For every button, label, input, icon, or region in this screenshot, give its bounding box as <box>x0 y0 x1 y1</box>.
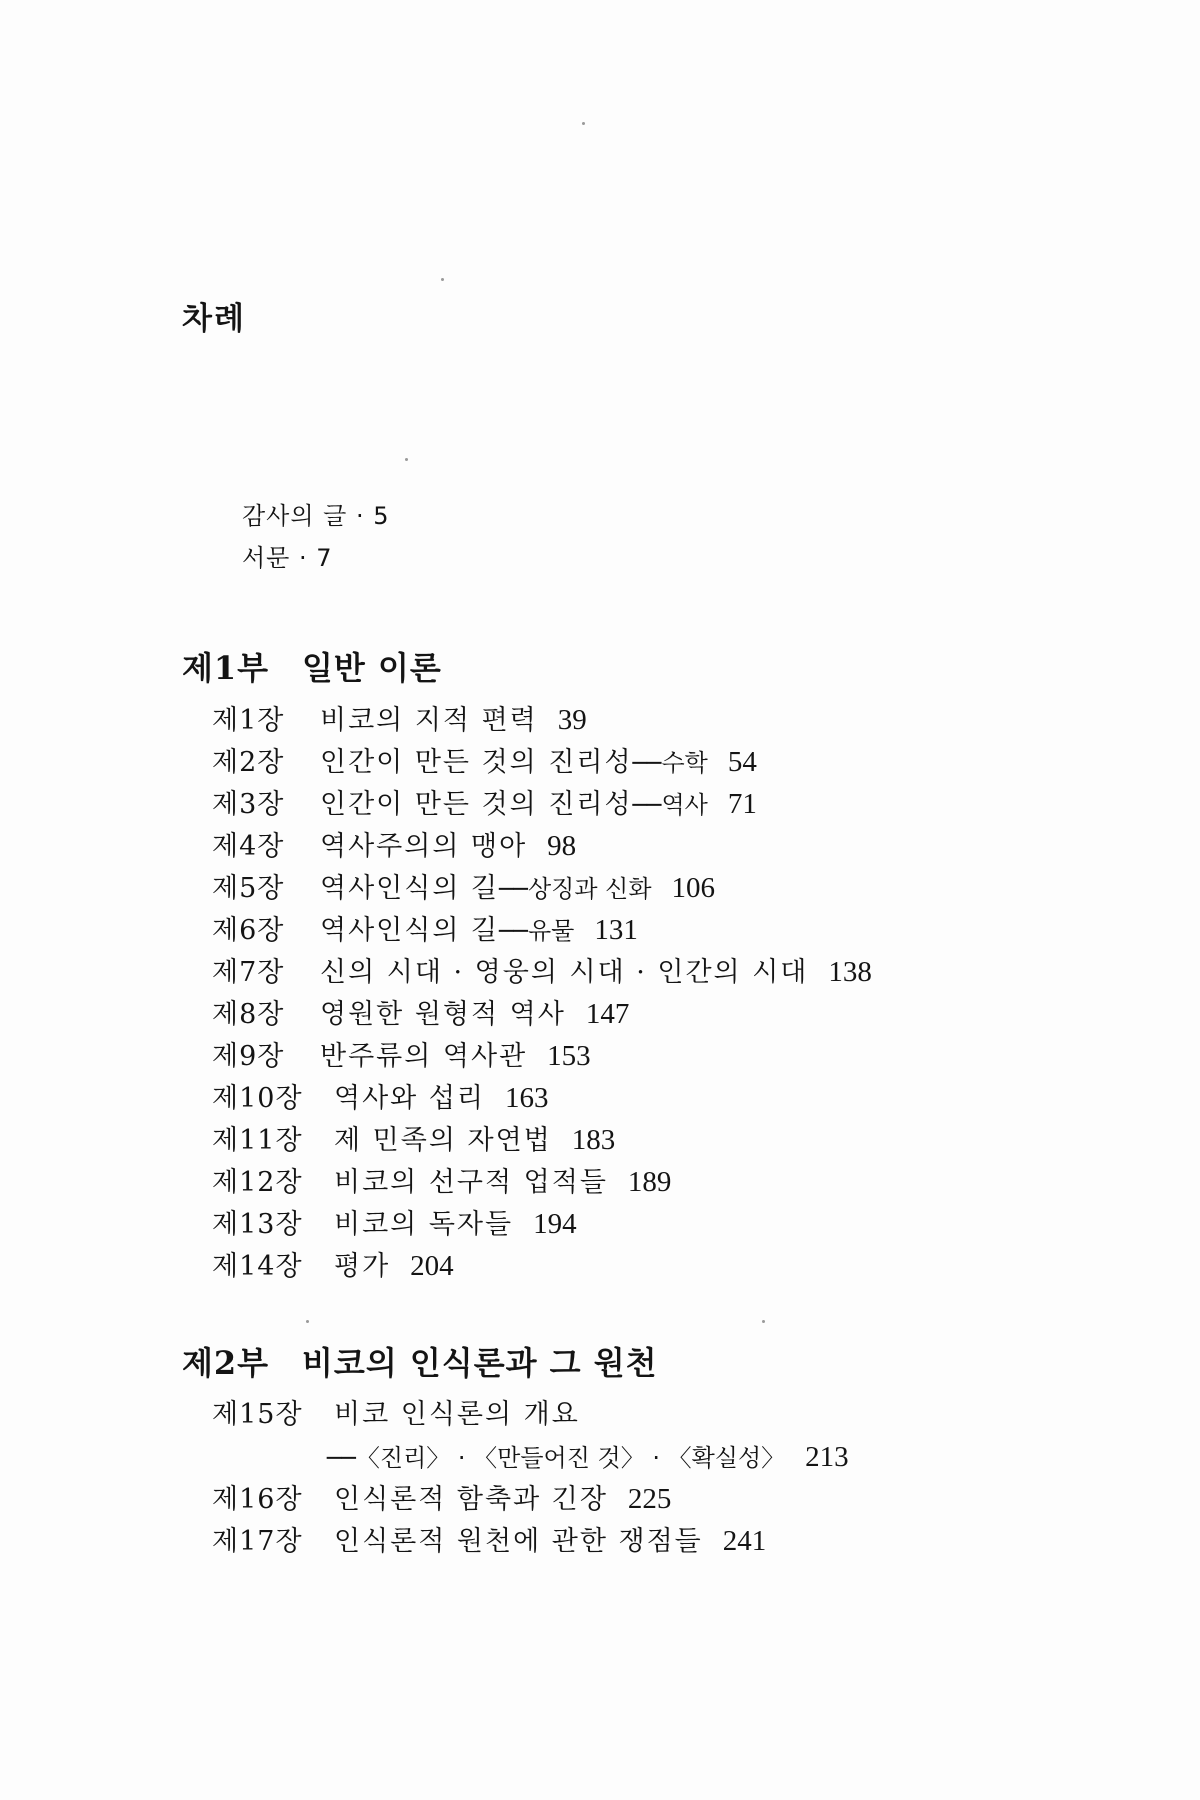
toc-entry-chapter-12[interactable] <box>212 1161 872 1203</box>
chapter-number: 제16장 <box>212 1484 303 1515</box>
toc-entry-chapter-2[interactable] <box>212 741 872 783</box>
part-title: 비코의 인식론과 그 원천 <box>302 1344 658 1382</box>
scan-speck <box>306 1320 309 1323</box>
toc-entry-chapter-9[interactable] <box>212 1035 872 1077</box>
toc-entry-chapter-17[interactable] <box>212 1520 849 1562</box>
chapter-title: 역사인식의 길 <box>320 873 500 904</box>
page-number: 147 <box>585 998 630 1030</box>
page-number: 213 <box>805 1441 849 1473</box>
chapter-title: 인식론적 원천에 관한 쟁점들 <box>334 1526 703 1557</box>
chapter-title: 영원한 원형적 역사 <box>320 999 566 1030</box>
chapter-number: 제9장 <box>212 1041 285 1072</box>
chapter-title: 역사와 섭리 <box>334 1083 485 1114</box>
chapter-title: 신의 시대 · 영웅의 시대 · 인간의 시대 <box>320 957 809 988</box>
chapter-number: 제3장 <box>212 789 285 820</box>
chapter-subtitle: ──유물 <box>499 917 575 945</box>
chapter-number: 제15장 <box>212 1399 303 1430</box>
chapter-subtitle: ──수학 <box>632 749 708 777</box>
chapter-number: 제10장 <box>212 1083 303 1114</box>
chapter-title: 반주류의 역사관 <box>320 1041 528 1072</box>
page-number: 183 <box>571 1124 616 1156</box>
page-number: 241 <box>722 1525 767 1557</box>
toc-entry-chapter-8[interactable] <box>212 993 872 1035</box>
toc-entry-chapter-11[interactable] <box>212 1119 872 1161</box>
chapter-title: 평가 <box>334 1251 391 1282</box>
chapter-subtitle: ──상징과 신화 <box>499 875 652 903</box>
chapter-number: 제5장 <box>212 873 285 904</box>
toc-entry-chapter-10[interactable] <box>212 1077 872 1119</box>
scan-speck <box>582 122 585 125</box>
scan-speck <box>762 1320 765 1323</box>
chapter-title: 제 민족의 자연법 <box>334 1125 552 1156</box>
chapter-subtitle: ──역사 <box>632 791 708 819</box>
toc-title: 차례 <box>182 301 246 337</box>
toc-entry-chapter-15-continued[interactable] <box>212 1436 849 1478</box>
chapter-number: 제17장 <box>212 1526 303 1557</box>
part-1-heading <box>182 643 442 689</box>
toc-entry-chapter-16[interactable] <box>212 1478 849 1520</box>
page-number: 163 <box>505 1082 549 1114</box>
part-2-chapter-list <box>212 1394 849 1562</box>
chapter-number: 제11장 <box>212 1125 303 1156</box>
page-number: 204 <box>410 1250 454 1282</box>
scan-speck <box>405 458 408 461</box>
chapter-number: 제2장 <box>212 747 285 778</box>
chapter-number: 제4장 <box>212 831 285 862</box>
chapter-title: 역사인식의 길 <box>320 915 500 946</box>
page-number: 153 <box>547 1040 591 1072</box>
chapter-title: 역사주의의 맹아 <box>320 831 528 862</box>
page-number: 138 <box>828 956 872 988</box>
chapter-title: 비코의 선구적 업적들 <box>334 1167 608 1198</box>
page-number: 194 <box>533 1208 577 1240</box>
toc-entry-chapter-4[interactable] <box>212 825 872 867</box>
toc-entry-chapter-7[interactable] <box>212 951 872 993</box>
chapter-subtitle: ──〈진리〉 · 〈만들어진 것〉 · 〈확실성〉 <box>327 1444 786 1472</box>
page-number: 189 <box>627 1166 672 1198</box>
chapter-number: 제7장 <box>212 957 285 988</box>
part-1-chapter-list <box>212 699 872 1287</box>
page-number: 54 <box>727 746 757 778</box>
toc-entry-chapter-6[interactable] <box>212 909 872 951</box>
toc-entry-chapter-1[interactable] <box>212 699 872 741</box>
toc-entry-chapter-5[interactable] <box>212 867 872 909</box>
toc-entry-chapter-15[interactable] <box>212 1394 849 1436</box>
front-matter <box>242 495 390 579</box>
chapter-title: 비코 인식론의 개요 <box>334 1399 580 1430</box>
chapter-title: 인식론적 함축과 긴장 <box>334 1484 608 1515</box>
chapter-number: 제8장 <box>212 999 285 1030</box>
chapter-title: 인간이 만든 것의 진리성 <box>320 789 633 820</box>
toc-entry-chapter-14[interactable] <box>212 1245 872 1287</box>
page-number: 71 <box>727 788 757 820</box>
chapter-number: 제6장 <box>212 915 285 946</box>
toc-entry-chapter-3[interactable] <box>212 783 872 825</box>
front-matter-acknowledgments[interactable]: 감사의 글 · 5 <box>242 502 390 530</box>
part-title: 일반 이론 <box>302 649 442 687</box>
page-number: 131 <box>594 914 638 946</box>
toc-entry-chapter-13[interactable] <box>212 1203 872 1245</box>
scan-speck <box>441 278 444 281</box>
page-number: 225 <box>627 1483 672 1515</box>
chapter-title: 비코의 독자들 <box>334 1209 514 1240</box>
chapter-title: 인간이 만든 것의 진리성 <box>320 747 633 778</box>
part-number: 제1부 <box>182 649 270 687</box>
page-number: 106 <box>671 872 716 904</box>
chapter-title: 비코의 지적 편력 <box>320 705 538 736</box>
chapter-number: 제14장 <box>212 1251 303 1282</box>
page-number: 98 <box>547 830 577 862</box>
part-2-heading <box>182 1338 658 1384</box>
page-number: 39 <box>557 704 587 736</box>
chapter-number: 제12장 <box>212 1167 303 1198</box>
chapter-number: 제1장 <box>212 705 285 736</box>
front-matter-preface[interactable]: 서문 · 7 <box>242 544 333 572</box>
chapter-number: 제13장 <box>212 1209 303 1240</box>
part-number: 제2부 <box>182 1344 270 1382</box>
